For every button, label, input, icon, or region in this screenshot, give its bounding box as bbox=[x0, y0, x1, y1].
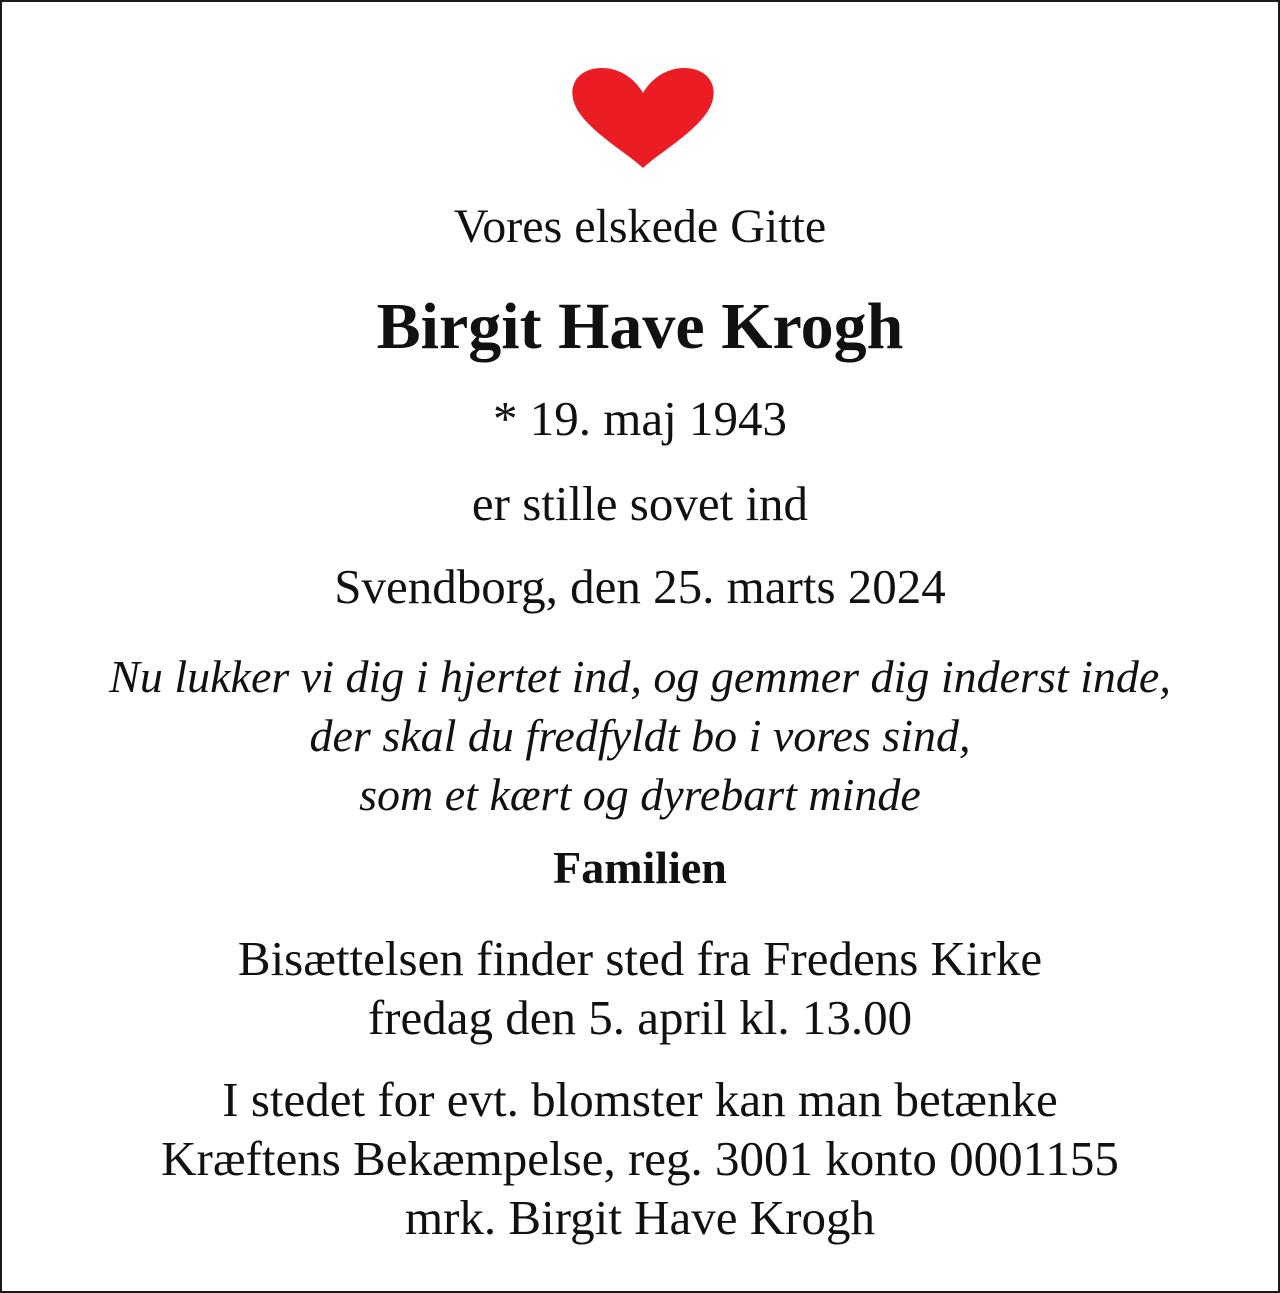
intro-text: Vores elskede Gitte bbox=[453, 200, 827, 253]
memorial-verse bbox=[2, 647, 1278, 824]
funeral-line: Bisættelsen finder sted fra Fredens Kirke bbox=[237, 931, 1043, 986]
place-and-date: Svendborg, den 25. marts 2024 bbox=[334, 559, 946, 614]
donation-line: I stedet for evt. blomster kan man betænke bbox=[222, 1072, 1058, 1127]
funeral-details bbox=[2, 929, 1278, 1047]
donation-line: Kræftens Bekæmpelse, reg. 3001 konto 0001155 bbox=[161, 1131, 1119, 1186]
funeral-line: fredag den 5. april kl. 13.00 bbox=[367, 990, 913, 1045]
birth-date: * 19. maj 1943 bbox=[493, 391, 787, 446]
deceased-name: Birgit Have Krogh bbox=[376, 290, 904, 363]
heart-icon bbox=[569, 62, 717, 174]
verse-line: som et kært og dyrebart minde bbox=[359, 769, 921, 820]
donation-line: mrk. Birgit Have Krogh bbox=[405, 1190, 875, 1245]
passing-text: er stille sovet ind bbox=[471, 476, 809, 531]
signature: Familien bbox=[553, 842, 727, 893]
donation-details bbox=[2, 1070, 1278, 1247]
verse-line: der skal du fredfyldt bo i vores sind, bbox=[309, 710, 971, 761]
verse-line: Nu lukker vi dig i hjertet ind, og gemmer dig inderst inde, bbox=[109, 651, 1171, 702]
obituary-notice bbox=[2, 2, 1278, 1291]
